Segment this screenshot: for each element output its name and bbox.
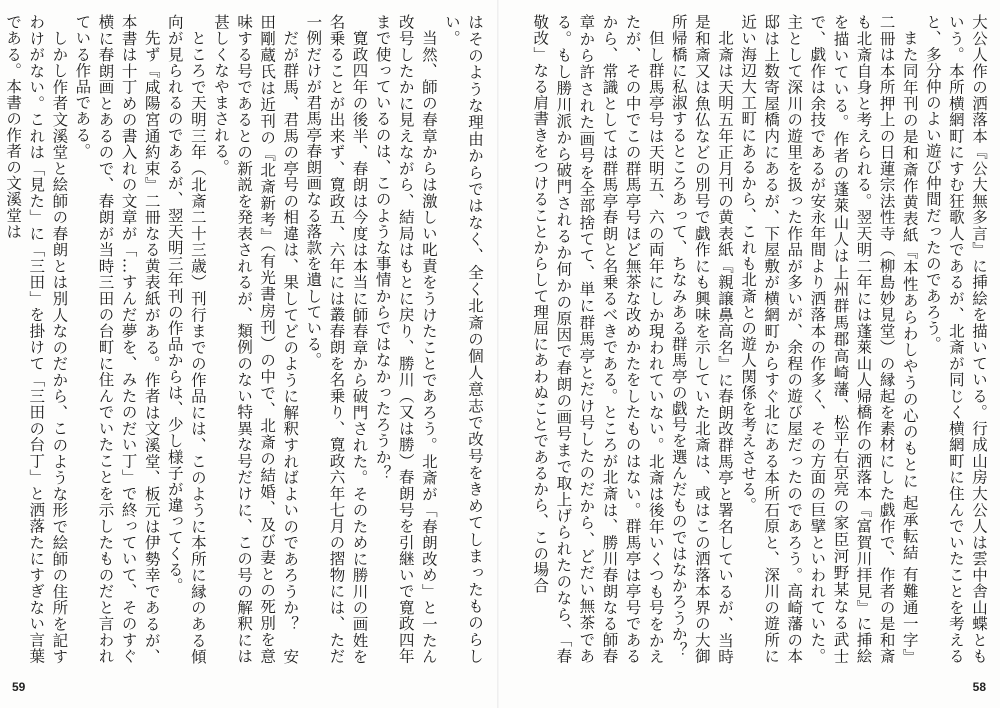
paragraph: 大公人作の洒落本『公大無多言』に挿絵を描いている。行成山房大公人は雲中舎山蝶ともいう。本所横網町にすむ狂歌人であるが、北斎が同じく横網町に住んでいたことを考えると、多分仲のよい遊び仲間だったのであろう。 [923,14,988,664]
paragraph: はそのような理由からではなく、全く北斎の個人意志で改号をきめてしまったものらしい。 [442,14,484,664]
paragraph: 先ず『咸陽宮通約束』二冊なる黄表紙がある。作者は文溪堂、板元は伊勢幸であるが、本書は十丁めの書入れの文章が「…すんだ夢を、みたのだい丁」で終っていて、そのすぐ横に春朗画とあるので、春朗が当時三田の台町に住んでいたことを示したものだと言われている作品である。 [73,14,161,664]
paragraph: だが群馬、君馬の亭号の相違は、果してどのように解釈すればよいのであろうか？ 安田剛蔵氏は近刊の『北斎新考』（有光書房刊）の中で、北斎の結婚、及び妻との死別を意味する号であるとの新説を発表されるが、類例のない特異な号だけに、この号の解釈には甚しくなやまされる。 [211,14,300,664]
paragraph: しかし作者文溪堂と絵師の春朗とは別人なのだから、このような形で絵師の住所を記すわけがない。これは「見た」に「三田」を掛けて「三田の台丁」と洒落たにすぎない言葉である。本書の作者の文溪堂は [4,14,69,664]
page-number: 59 [12,680,26,694]
page-number: 58 [972,680,986,694]
paragraph: 寛政四年の後半、春朗は今度は本当に師春章から破門された。そのために勝川の画姓を名乗ることが出来ず、寛政五、六年には叢春朗を名乗り、寛政六年七月の摺物には、ただ一例だけが君馬亭春朗画なる落款を遺している。 [304,14,369,664]
left-page-body [4,14,486,664]
gutter [497,0,499,708]
paragraph: 北斎は天明五年正月刊の黄表紙『親譲鼻高名』に春朗改群馬亭と署名しているが、当時是和斎又は魚仏などの別号で戯作にも興味を示していた北斎は、或はこの洒落本界の大御所帰橋に私淑するところあって、ちなみある群馬亭の戯号を選んだものではなかろうか？ [669,14,734,664]
right-page [500,0,1000,708]
paragraph: また同年刊の是和斎作黄表紙『本性あらわしやうの心のもとに 起承転結 有難通一字』二冊は本所押上の日蓮宗法性寺（柳島妙見堂）の縁起を素材にした戯作で、作者の是和斎も北斎自身と考えられる。翌天明二年には蓬萊山人帰橋作の洒落本『富賀川拝見』に挿絵を描いている。作者の蓬萊山人は上州群馬郡高崎藩、松平右京亮の家臣河野某なる武士で、戯作は余技であるが安永年間より洒落本の作多く、その方面の巨擘といわれていた。主として深川の遊里を扱った作品が多いが、余程の遊び屋だったのであろう。高崎藩の本邸は上数寄屋橋内にあるが、下屋敷が横網町からすぐ北にある本所石原と、深川の遊所に近い海辺大工町にあるから、これも北斎との遊人関係を考えさせる。 [739,14,919,664]
right-page-body [508,14,990,664]
paragraph: 但し群馬亭号は天明五、六の両年にしか現われていない。北斎は後年いくつも号をかえたが、その中でこの群馬亭号ほど無茶な改めかたをしたものはない。群馬亭は亭号であるから、常識としては群馬亭春朗と名乗るべきである。ところが北斎は、勝川春朗なる師春章から許された画号を全部捨てて、単に群馬亭とだけ号したのだから、どだい無茶である。もし勝川派から破門されるか何かの原因で春朗の画号まで取上げられたのなら、「春敬改」なる肩書きをつけることからして理屈にあわぬことであるから、この場合 [531,14,665,664]
paragraph: 当然、師の春章からは激しい叱責をうけたことであろう。北斎が「春朗改め」と一たん改号したかに見えながら、結局はもとに戻り、勝川（又は勝）春朗号を引継いで寛政四年まで使っているのは、このような事情からではなかったろうか？ [373,14,438,664]
paragraph: ところで天明三年（北斎二十三歳）刊行までの作品には、このように本所に縁のある傾向が見られるのであるが、翌天明三年刊の作品からは、少し様子が違ってくる。 [165,14,207,664]
